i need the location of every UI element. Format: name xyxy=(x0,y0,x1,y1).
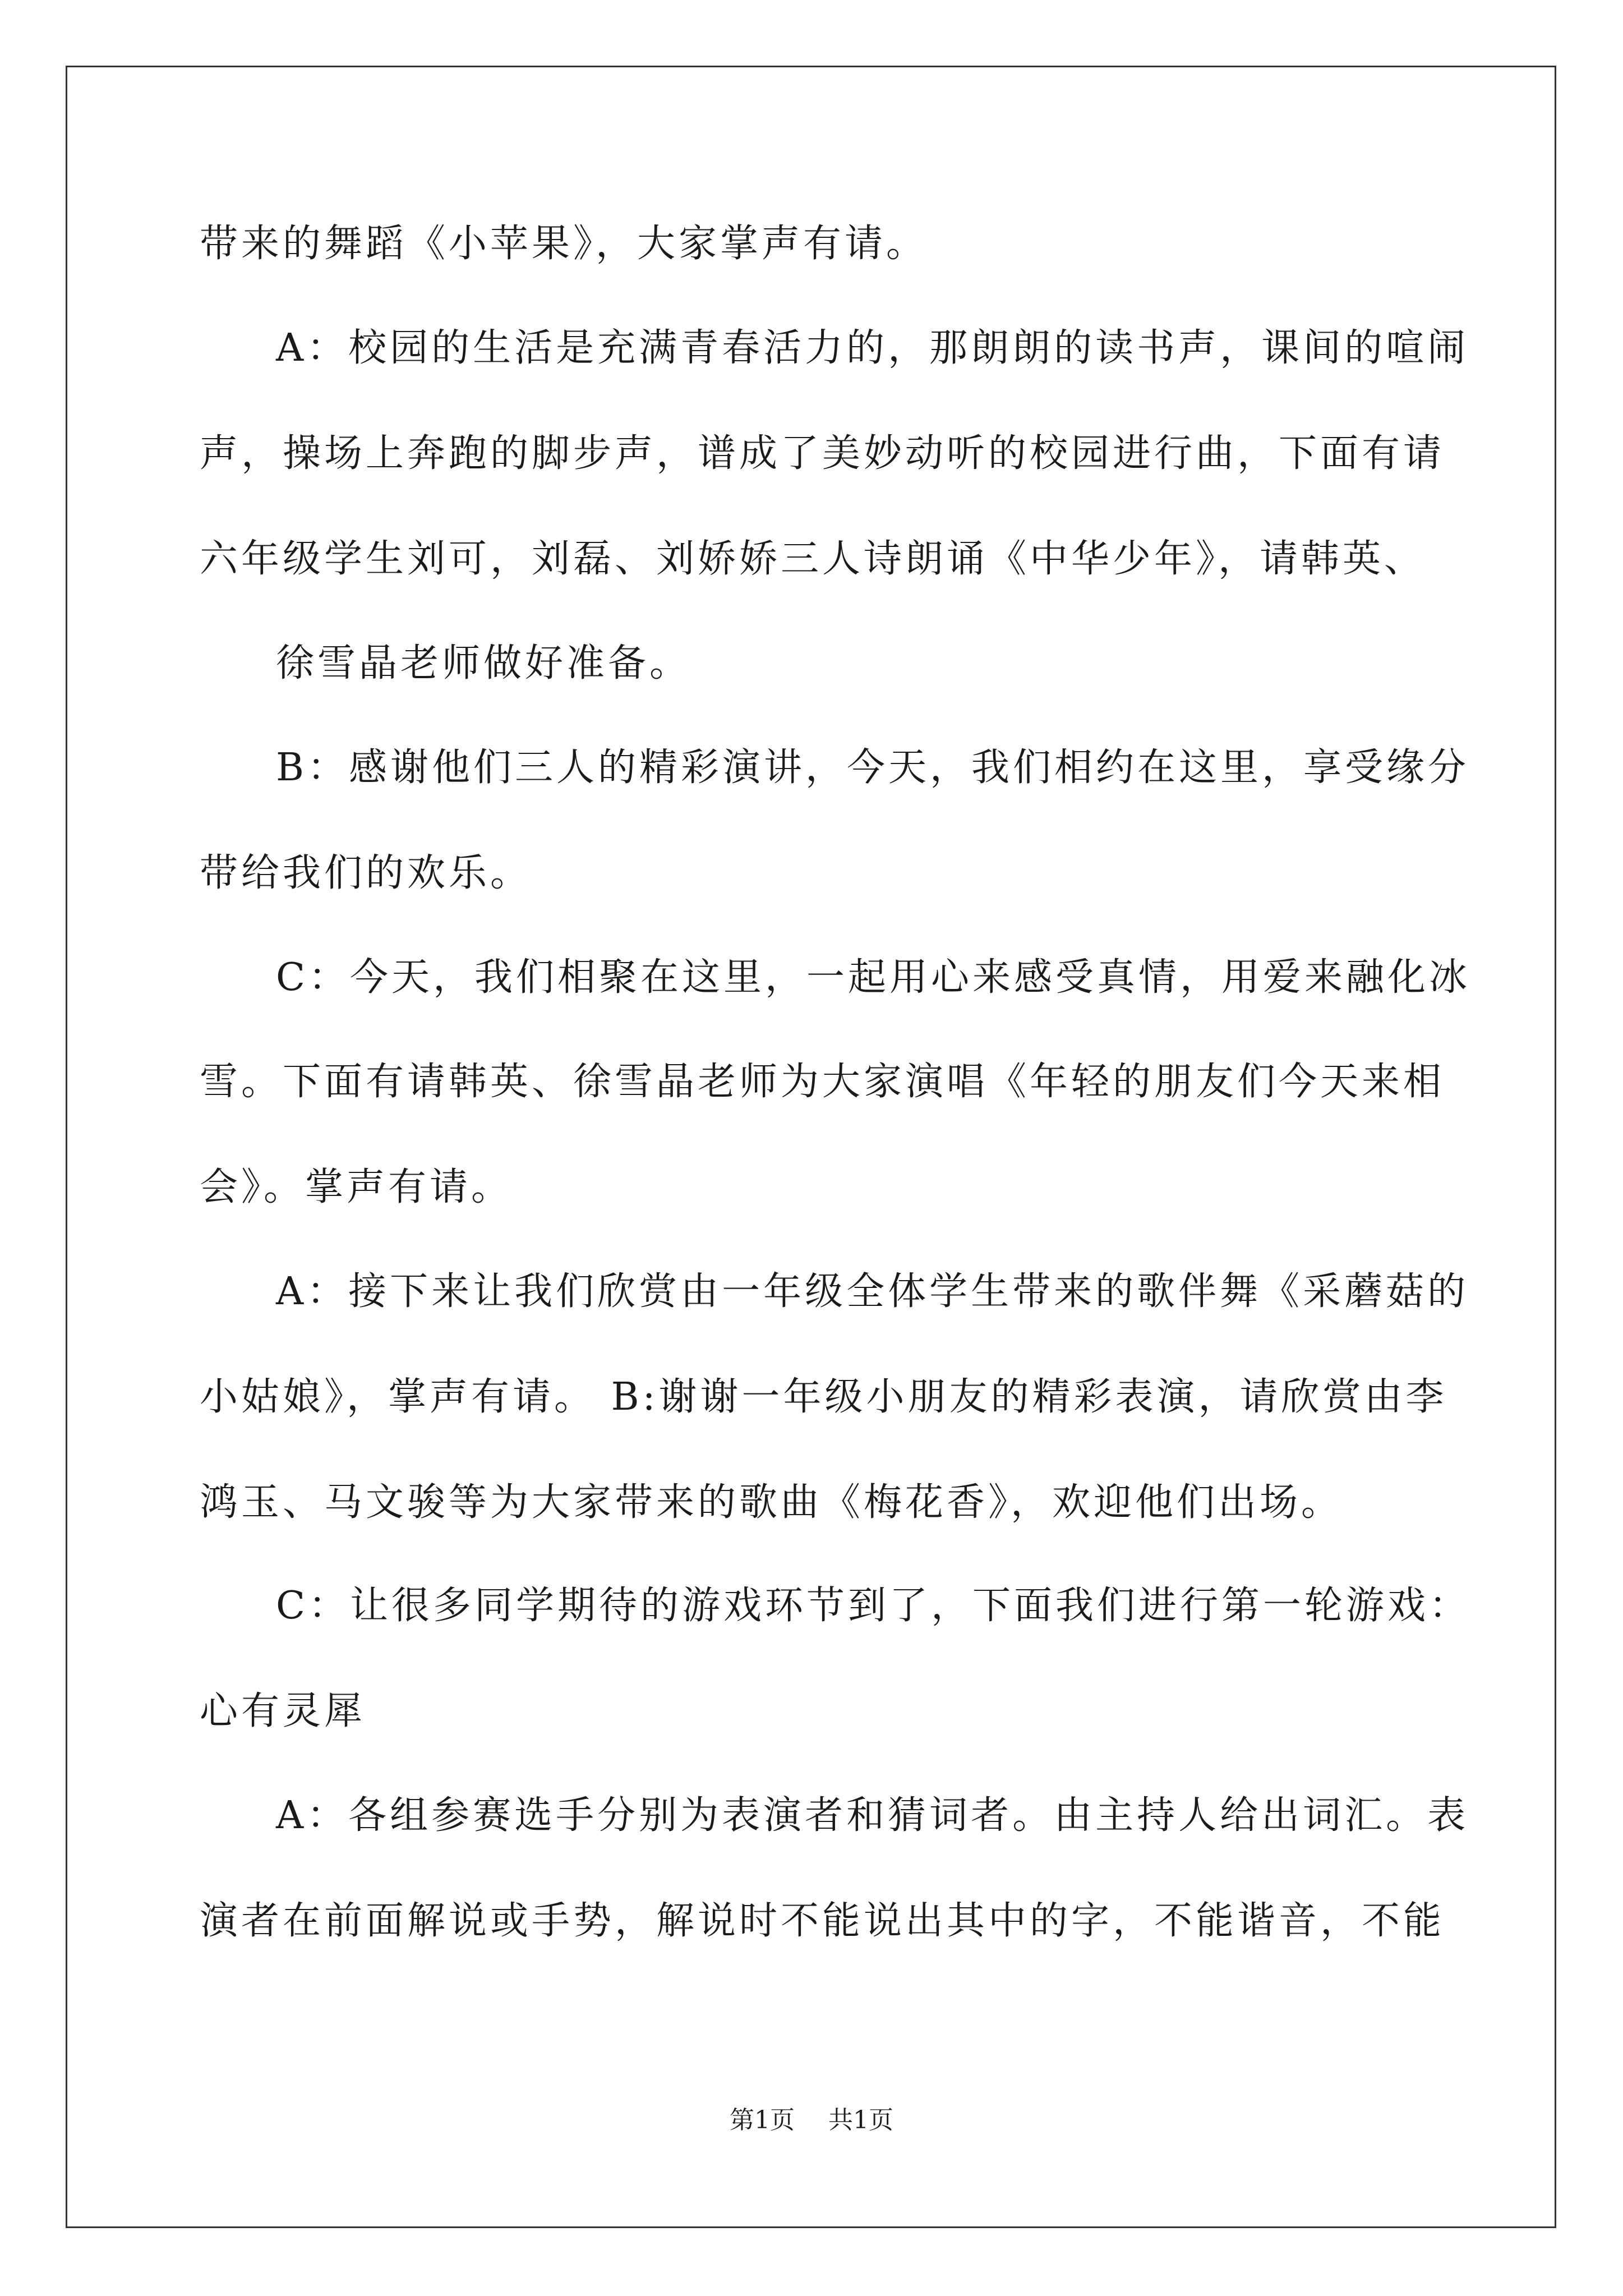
text-line: 六年级学生刘可，刘磊、刘娇娇三人诗朗诵《中华少年》，请韩英、 xyxy=(200,537,1426,581)
text-line: B：感谢他们三人的精彩演讲，今天，我们相约在这里，享受缘分 xyxy=(276,746,1469,790)
text-line: C：让很多同学期待的游戏环节到了，下面我们进行第一轮游戏： xyxy=(276,1584,1471,1628)
text-line: A：接下来让我们欣赏由一年级全体学生带来的歌伴舞《采蘑菇的 xyxy=(276,1269,1469,1314)
text-line: 雪。下面有请韩英、徐雪晶老师为大家演唱《年轻的朋友们今天来相 xyxy=(200,1060,1445,1104)
page-footer xyxy=(0,2104,1623,2137)
text-line: A：各组参赛选手分别为表演者和猜词者。由主持人给出词汇。表 xyxy=(276,1793,1469,1838)
text-line: 演者在前面解说或手势，解说时不能说出其中的字，不能谐音，不能 xyxy=(200,1899,1445,1943)
text-line: 鸿玉、马文骏等为大家带来的歌曲《梅花香》，欢迎他们出场。 xyxy=(200,1480,1343,1525)
text-line: A：校园的生活是充满青春活力的，那朗朗的读书声，课间的喧闹 xyxy=(276,326,1469,370)
page-number: 第1页 xyxy=(730,2106,795,2134)
text-line: 徐雪晶老师做好准备。 xyxy=(276,641,691,685)
text-line: 带来的舞蹈《小苹果》，大家掌声有请。 xyxy=(200,222,928,266)
text-line: 小姑娘》，掌声有请。 B:谢谢一年级小朋友的精彩表演，请欣赏由李 xyxy=(200,1375,1447,1419)
text-line: C：今天，我们相聚在这里，一起用心来感受真情，用爱来融化冰 xyxy=(276,955,1471,1000)
text-line: 会》。掌声有请。 xyxy=(200,1165,513,1209)
text-line: 带给我们的欢乐。 xyxy=(200,851,532,895)
page-total: 共1页 xyxy=(828,2106,893,2134)
text-line: 声，操场上奔跑的脚步声，谱成了美妙动听的校园进行曲，下面有请 xyxy=(200,431,1445,476)
text-line: 心有灵犀 xyxy=(200,1689,366,1733)
